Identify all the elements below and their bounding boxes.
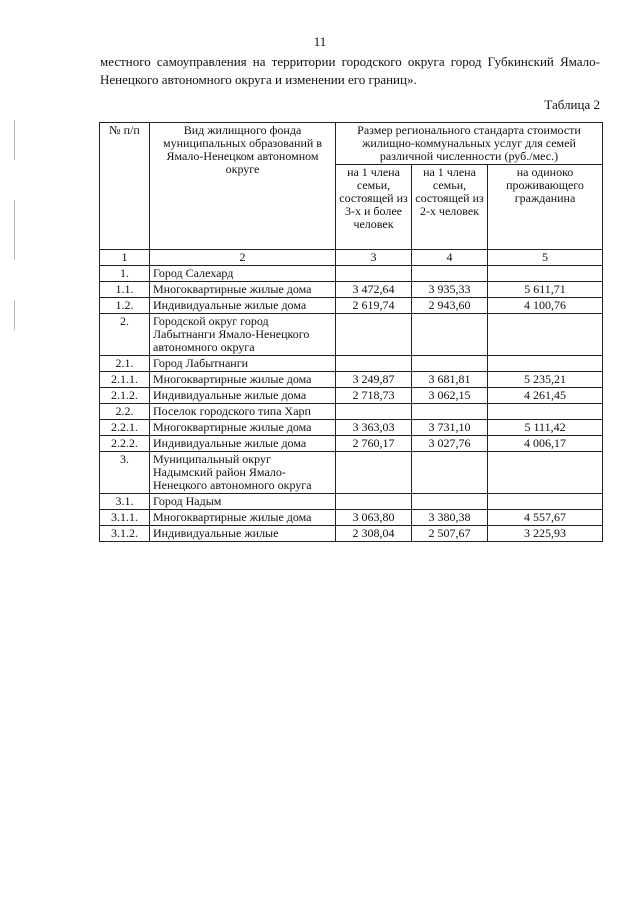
row-value-col3: 2 619,74 [336, 298, 412, 314]
row-value-col4: 2 943,60 [412, 298, 488, 314]
scan-edge-mark [14, 300, 15, 330]
row-name: Муниципальный округ Надымский район Ямало-Ненецкого автономного округа [150, 452, 336, 494]
scan-edge-mark [14, 120, 15, 160]
table-row [100, 420, 603, 436]
row-number: 3. [100, 452, 150, 494]
row-value-col4: 2 507,67 [412, 526, 488, 542]
row-number: 2. [100, 314, 150, 356]
row-name: Индивидуальные жилые дома [150, 388, 336, 404]
row-value-col3 [336, 314, 412, 356]
row-value-col5: 4 261,45 [488, 388, 603, 404]
table-row [100, 452, 603, 494]
row-number: 2.1.1. [100, 372, 150, 388]
row-name: Город Лабытнанги [150, 356, 336, 372]
row-value-col4 [412, 314, 488, 356]
row-value-col5: 3 225,93 [488, 526, 603, 542]
table-header-row [100, 123, 603, 165]
row-value-col5: 4 557,67 [488, 510, 603, 526]
col-number: 4 [412, 250, 488, 266]
row-value-col5: 5 235,21 [488, 372, 603, 388]
page-number: 11 [313, 34, 327, 49]
row-value-col5: 4 100,76 [488, 298, 603, 314]
table-row [100, 388, 603, 404]
row-name: Город Надым [150, 494, 336, 510]
table-row [100, 510, 603, 526]
row-name: Многоквартирные жилые дома [150, 372, 336, 388]
col-number: 1 [100, 250, 150, 266]
col-number: 3 [336, 250, 412, 266]
header-col5: на одиноко проживающего гражданина [488, 165, 603, 250]
row-value-col3: 3 063,80 [336, 510, 412, 526]
row-number: 2.2. [100, 404, 150, 420]
table-caption: Таблица 2 [544, 97, 600, 112]
row-value-col5: 5 111,42 [488, 420, 603, 436]
row-value-col3 [336, 356, 412, 372]
row-value-col4: 3 681,81 [412, 372, 488, 388]
row-value-col4: 3 062,15 [412, 388, 488, 404]
row-value-col4 [412, 356, 488, 372]
table-row [100, 266, 603, 282]
col-number: 2 [150, 250, 336, 266]
table-row [100, 404, 603, 420]
row-value-col5: 4 006,17 [488, 436, 603, 452]
header-group: Размер регионального стандарта стоимости жилищно-коммунальных услуг для семей различной численности (руб./мес.) [336, 123, 603, 165]
row-name: Многоквартирные жилые дома [150, 420, 336, 436]
row-value-col3 [336, 404, 412, 420]
row-value-col5 [488, 452, 603, 494]
table-row [100, 494, 603, 510]
row-value-col3 [336, 266, 412, 282]
row-value-col5 [488, 494, 603, 510]
intro-paragraph: местного самоуправления на территории городского округа город Губкинский Ямало-Ненецкого автономного округа и изменении его границ». [100, 54, 600, 87]
row-value-col3: 3 472,64 [336, 282, 412, 298]
row-value-col3: 2 718,73 [336, 388, 412, 404]
row-number: 3.1.2. [100, 526, 150, 542]
row-name: Индивидуальные жилые дома [150, 298, 336, 314]
row-value-col5 [488, 266, 603, 282]
row-value-col4 [412, 266, 488, 282]
table-row [100, 526, 603, 542]
row-number: 3.1. [100, 494, 150, 510]
row-value-col3: 2 308,04 [336, 526, 412, 542]
header-col3: на 1 члена семьи, состоящей из 3-х и более человек [336, 165, 412, 250]
row-value-col5 [488, 356, 603, 372]
table-row [100, 298, 603, 314]
row-name: Многоквартирные жилые дома [150, 510, 336, 526]
row-value-col3 [336, 452, 412, 494]
row-number: 2.1. [100, 356, 150, 372]
row-value-col4: 3 731,10 [412, 420, 488, 436]
row-number: 2.2.1. [100, 420, 150, 436]
row-value-col4: 3 935,33 [412, 282, 488, 298]
row-value-col5 [488, 404, 603, 420]
col-number: 5 [488, 250, 603, 266]
row-name: Город Салехард [150, 266, 336, 282]
row-name: Индивидуальные жилые дома [150, 436, 336, 452]
table-row [100, 314, 603, 356]
row-value-col5 [488, 314, 603, 356]
row-value-col3: 2 760,17 [336, 436, 412, 452]
row-value-col4: 3 380,38 [412, 510, 488, 526]
row-value-col4 [412, 404, 488, 420]
table-row [100, 282, 603, 298]
row-value-col4 [412, 452, 488, 494]
row-number: 3.1.1. [100, 510, 150, 526]
row-name: Поселок городского типа Харп [150, 404, 336, 420]
row-value-col4 [412, 494, 488, 510]
row-number: 1.2. [100, 298, 150, 314]
row-value-col3: 3 363,03 [336, 420, 412, 436]
scan-edge-mark [14, 200, 15, 260]
row-name: Многоквартирные жилые дома [150, 282, 336, 298]
standards-table [99, 122, 603, 542]
header-num: № п/п [100, 123, 150, 250]
row-name: Городской округ город Лабытнанги Ямало-Ненецкого автономного округа [150, 314, 336, 356]
column-numbers-row [100, 250, 603, 266]
row-value-col4: 3 027,76 [412, 436, 488, 452]
row-number: 2.1.2. [100, 388, 150, 404]
table-row [100, 372, 603, 388]
row-number: 1.1. [100, 282, 150, 298]
row-name: Индивидуальные жилые [150, 526, 336, 542]
row-value-col5: 5 611,71 [488, 282, 603, 298]
header-type: Вид жилищного фонда муниципальных образований в Ямало-Ненецком автономном округе [150, 123, 336, 250]
row-value-col3 [336, 494, 412, 510]
table-row [100, 356, 603, 372]
header-col4: на 1 члена семьи, состоящей из 2-х человек [412, 165, 488, 250]
row-number: 1. [100, 266, 150, 282]
row-number: 2.2.2. [100, 436, 150, 452]
row-value-col3: 3 249,87 [336, 372, 412, 388]
table-row [100, 436, 603, 452]
